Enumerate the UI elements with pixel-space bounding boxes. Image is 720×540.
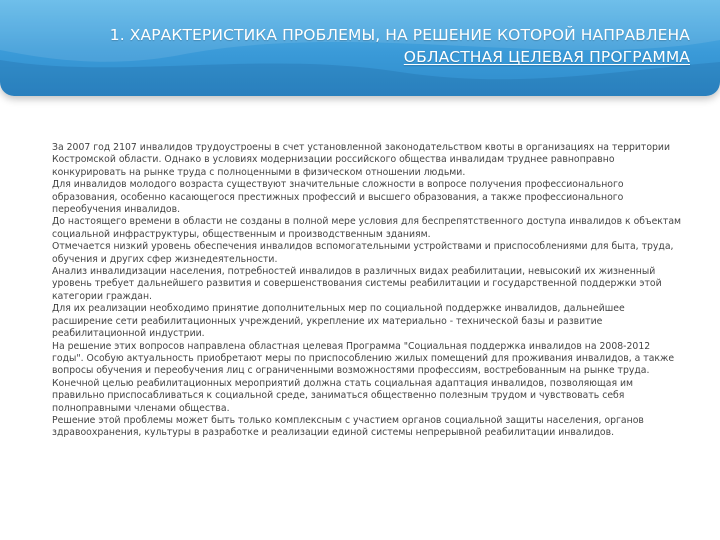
body-paragraph: Анализ инвалидизации населения, потребностей инвалидов в различных видах реабилитации, невысокий их жизненный уровень требует дальнейшего развития и совершенствования системы реабилитации и государственной поддержки этой категории граждан. xyxy=(52,266,662,302)
body-paragraph: Для их реализации необходимо принятие дополнительных мер по социальной поддержке инвалидов, дальнейшее расширение сети реабилитационных учреждений, укрепление их материально - технической базы и развитие реабилитационной индустрии. xyxy=(52,303,625,340)
body-paragraph: Отмечается низкий уровень обеспечения инвалидов вспомогательными устройствами и приспособлениями для быта, труда, обучения и других сфер жизнедеятельности. xyxy=(52,241,674,265)
slide-body xyxy=(52,142,682,440)
body-paragraph: Конечной целью реабилитационных мероприятий должна стать социальная адаптация инвалидов, позволяющая им правильно приспосабливаться к социальной среде, заниматься общественно полезным трудом и чувствовать себя полноправными членами общества. xyxy=(52,377,634,414)
body-paragraph: Для инвалидов молодого возраста существуют значительные сложности в вопросе получения профессионального образования, особенно касающегося престижных профессий и высшего образования, а также профессионального переобучения инвалидов. xyxy=(52,179,624,216)
body-paragraph: До настоящего времени в области не созданы в полной мере условия для беспрепятственного доступа инвалидов к объектам социальной инфраструктуры, общественным и производственным зданиям. xyxy=(52,216,682,240)
slide-title-line-2: ОБЛАСТНАЯ ЦЕЛЕВАЯ ПРОГРАММА xyxy=(403,48,690,66)
body-paragraph: Решение этой проблемы может быть только комплексным с участием органов социальной защиты населения, органов здравоохранения, культуры в разработке и реализации единой системы непрерывной реабилитации инвалидов. xyxy=(52,414,644,439)
header-band xyxy=(0,0,720,96)
body-paragraph: За 2007 год 2107 инвалидов трудоустроены в счет установленной законодательством квоты в организациях на территории Костромской области. Однако в условиях модернизации российского общества инвалидам труднее равноправно конкурировать на рынке труда с полноценными в физическом отношении людьми. xyxy=(52,142,671,178)
slide-title-line-1: 1. ХАРАКТЕРИСТИКА ПРОБЛЕМЫ, НА РЕШЕНИЕ КОТОРОЙ НАПРАВЛЕНА xyxy=(109,26,690,44)
slide-title xyxy=(20,24,690,68)
body-paragraph: На решение этих вопросов направлена областная целевая Программа "Социальная поддержка инвалидов на 2008-2012 годы". Особую актуальность приобретают меры по приспособлению жилых помещений для проживания инвалидов, а также вопросы обучения и переобучения лиц с ограниченными возможностями профессиям, востребованным на рынке труда. xyxy=(52,340,675,377)
